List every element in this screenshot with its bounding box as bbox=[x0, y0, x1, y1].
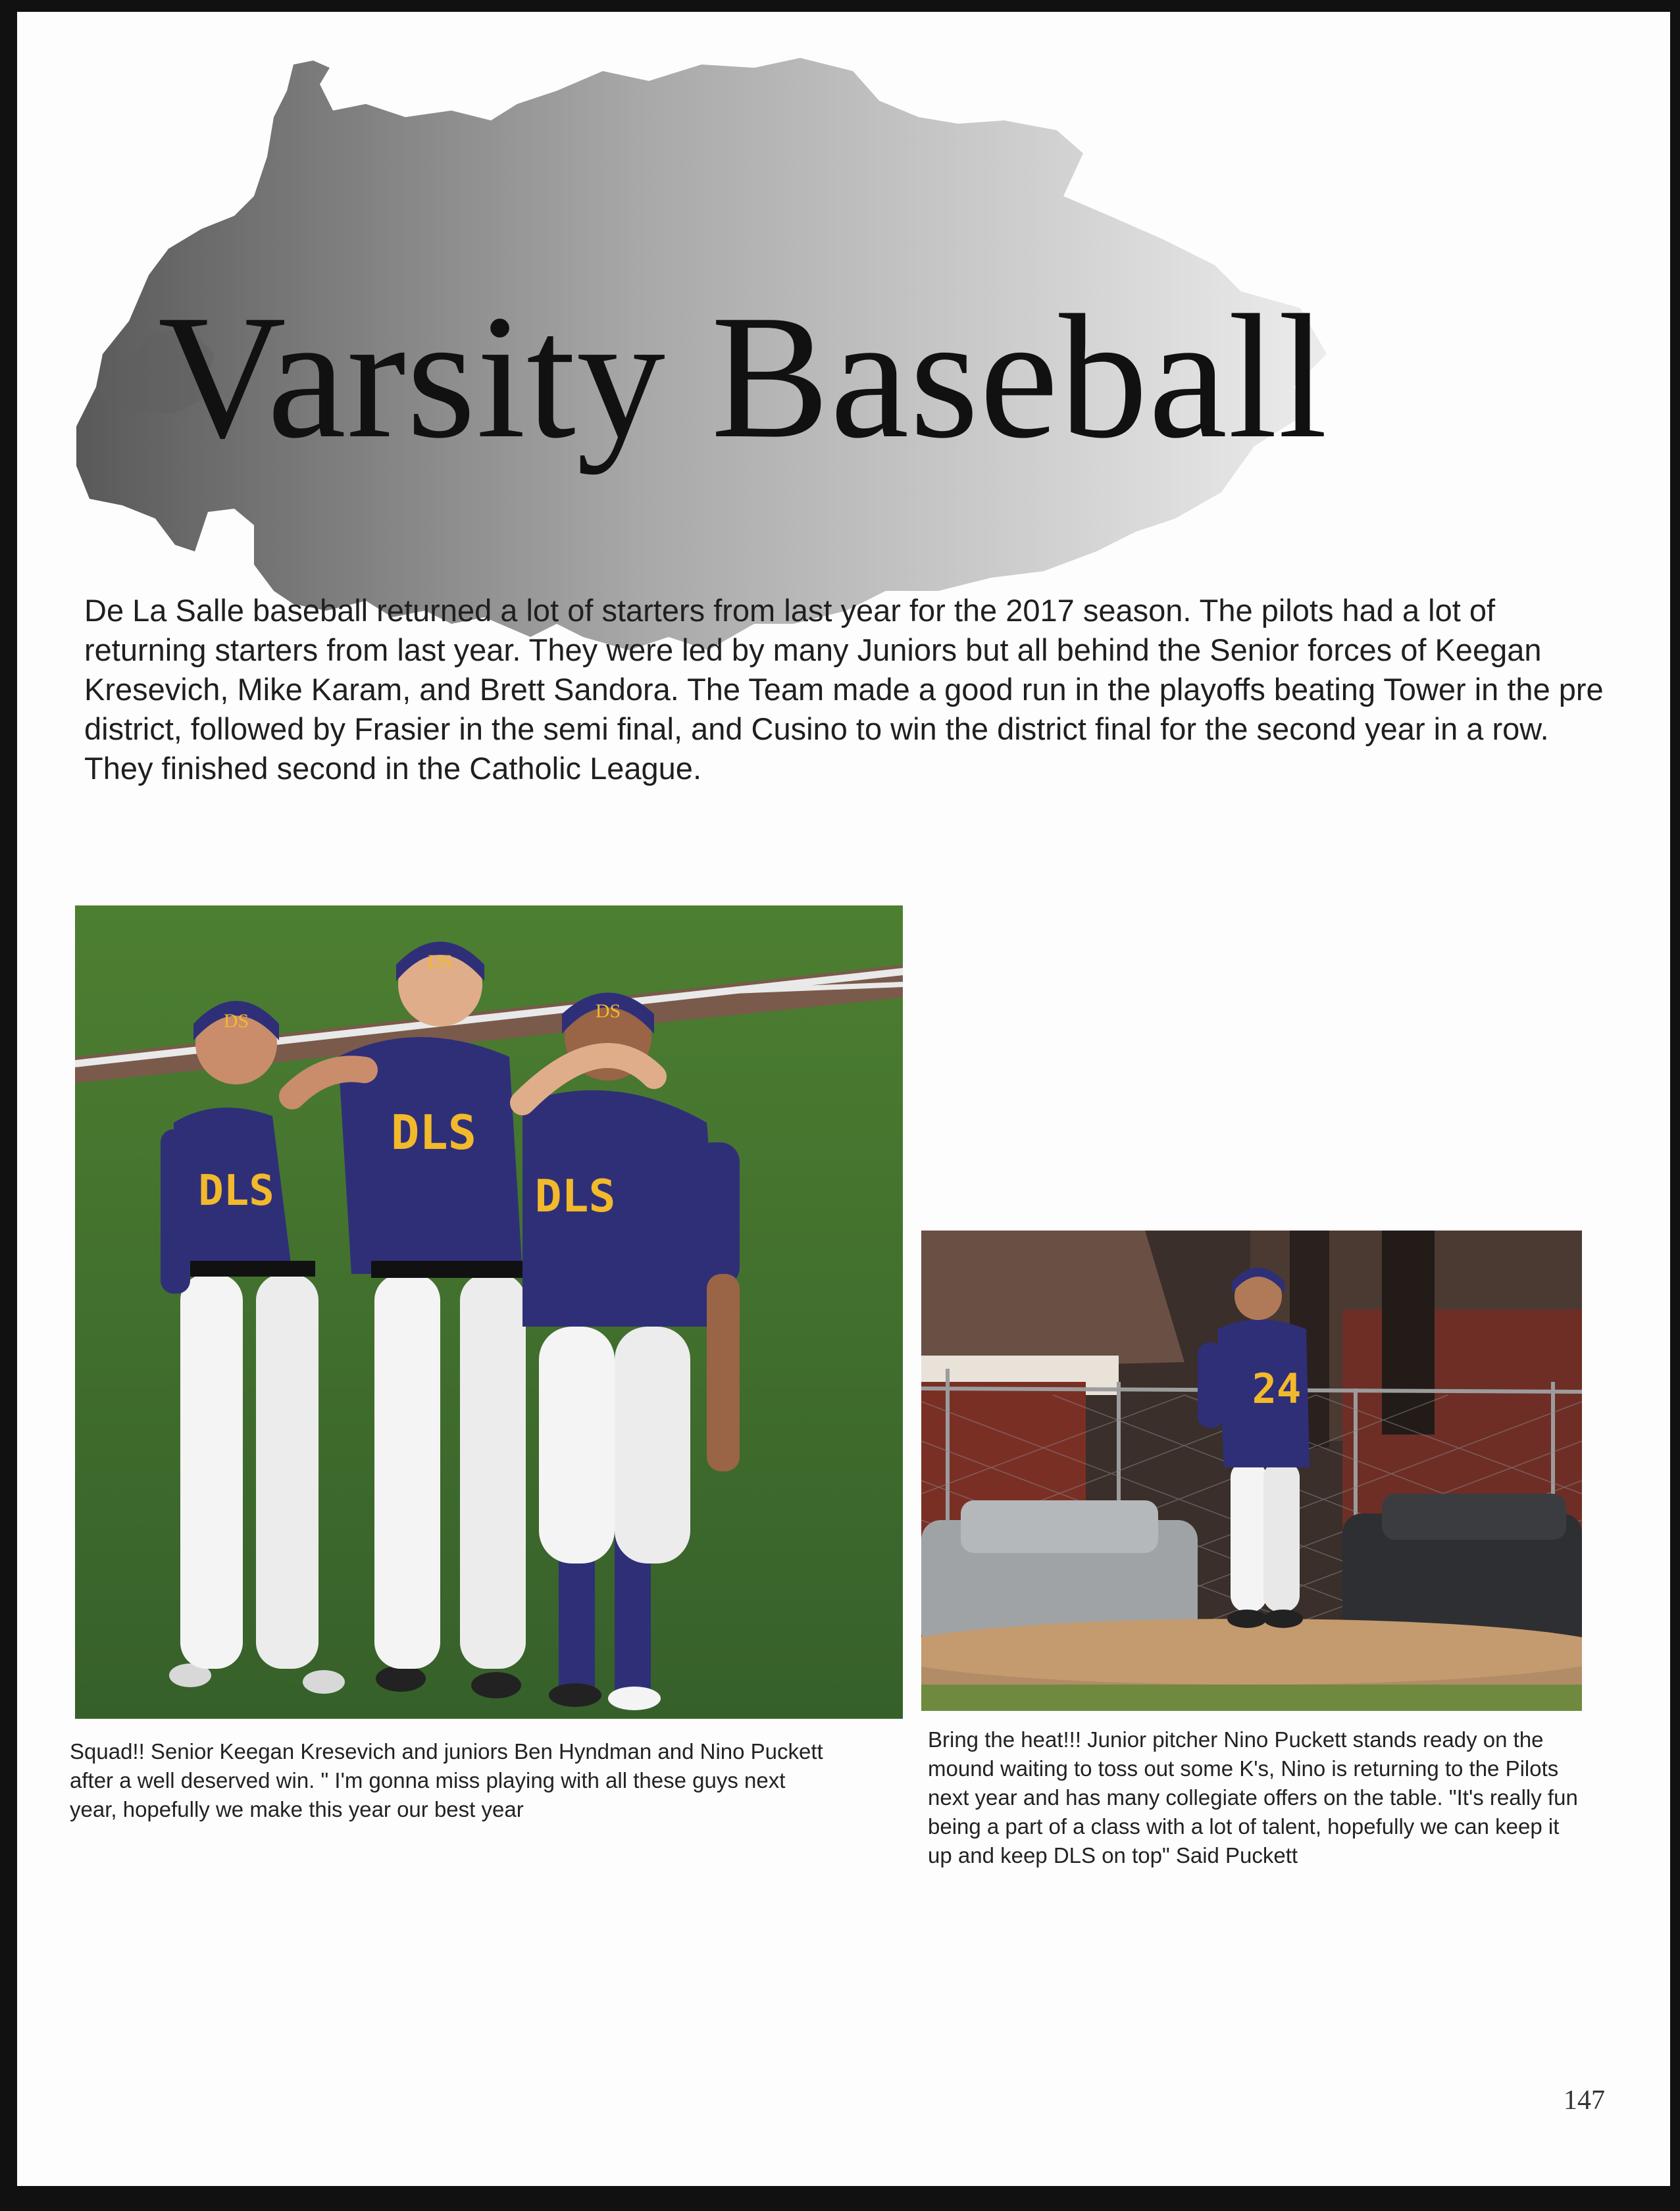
intro-paragraph: De La Salle baseball returned a lot of starters from last year for the 2017 season. The pilots had a lot of returning starters from last year. They were led by many Juniors but all behind the Senior forces of Keegan Kresevich, Mike Karam, and Brett Sandora. The Team made a good run in the playoffs beating Tower in the pre district, followed by Frasier in the semi final, and Cusino to win the district final for the second year in a row. They finished second in the Catholic League. bbox=[84, 593, 1604, 786]
page-title: Varsity Baseball bbox=[158, 278, 1329, 475]
cap-logo-center: DS bbox=[427, 951, 453, 973]
jersey-text-center: DLS bbox=[390, 1105, 477, 1160]
caption-left: Squad!! Senior Keegan Kresevich and juniors Ben Hyndman and Nino Puckett after a well deserved win. " I'm gonna miss playing with all these guys next year, hopefully we make this year our best year bbox=[70, 1739, 823, 1821]
pitcher-illustration bbox=[921, 1231, 1582, 1711]
cap-logo-left: DS bbox=[223, 1010, 249, 1032]
jersey-number: 24 bbox=[1252, 1365, 1302, 1413]
pitcher-photo bbox=[921, 1231, 1582, 1711]
page-number: 147 bbox=[1564, 2085, 1605, 2116]
jersey-text-right: DLS bbox=[534, 1171, 616, 1223]
jersey-text-left: DLS bbox=[198, 1167, 274, 1215]
caption-right: Bring the heat!!! Junior pitcher Nino Puckett stands ready on the mound waiting to toss out some K's, Nino is returning to the Pilots next year and has many collegiate offers on the table. "It's really fun being a part of a class with a lot of talent, hopefully we can keep it up and keep DLS on top" Said Puckett bbox=[928, 1727, 1578, 1868]
team-trio-illustration bbox=[75, 905, 903, 1719]
team-trio-photo bbox=[75, 905, 903, 1719]
yearbook-page bbox=[17, 12, 1670, 2186]
cap-logo-right: DS bbox=[595, 1000, 621, 1022]
